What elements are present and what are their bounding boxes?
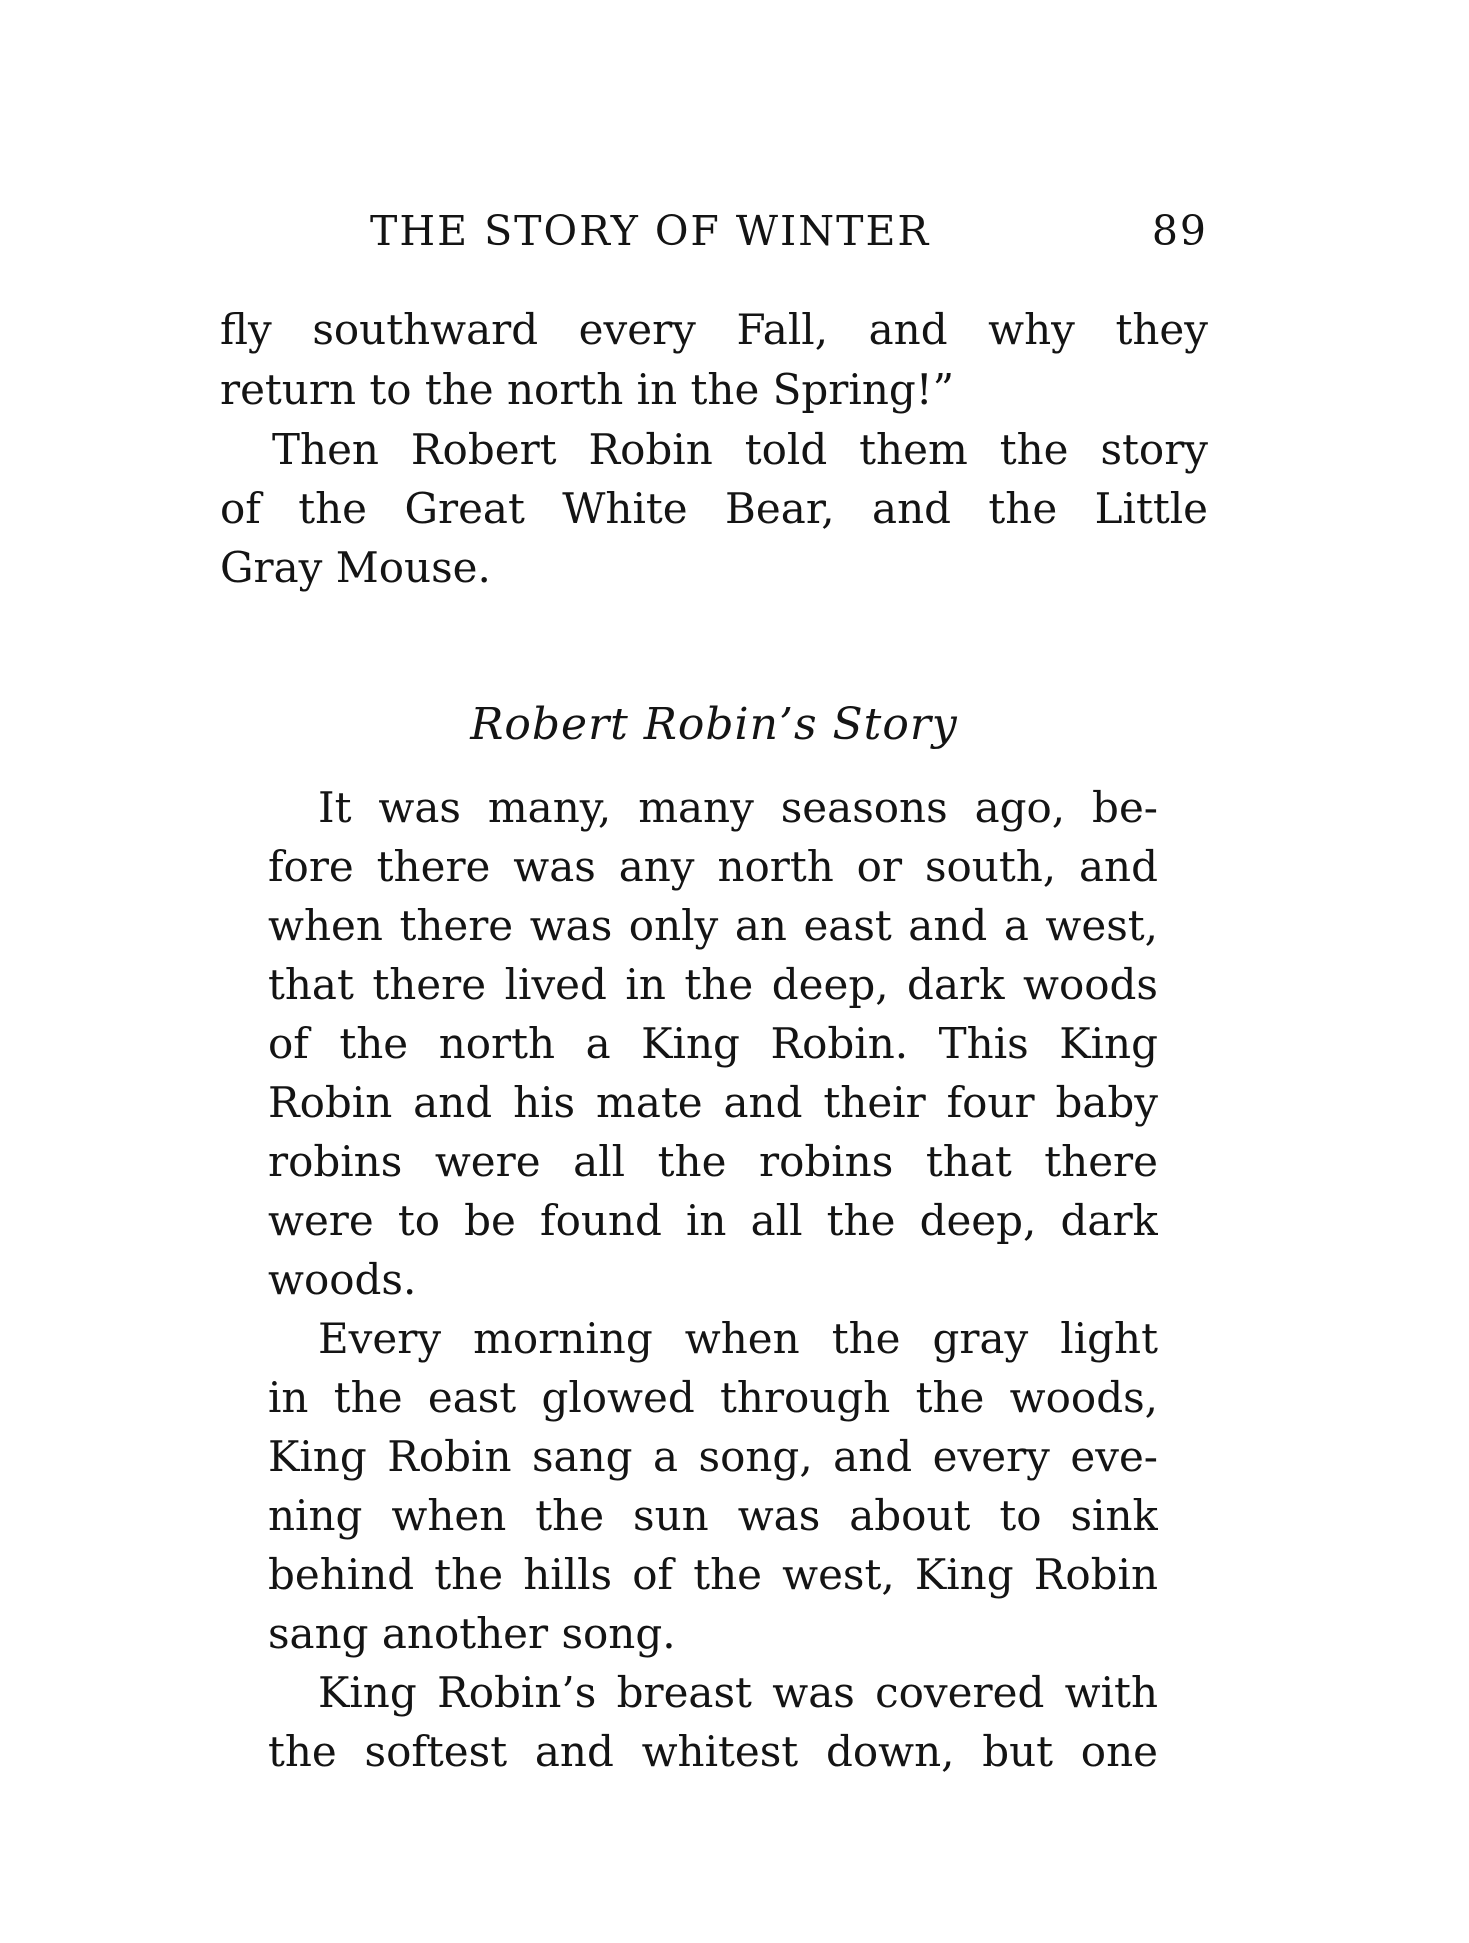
- text-line: King Robin sang a song, and every eve-: [268, 1432, 1158, 1481]
- text-line: King Robin’s breast was covered with: [318, 1668, 1158, 1717]
- text-line: Gray Mouse.: [220, 543, 491, 592]
- text-line: woods.: [268, 1255, 417, 1304]
- text-line: Every morning when the gray light: [318, 1314, 1158, 1363]
- text-line: were to be found in all the deep, dark: [268, 1196, 1158, 1245]
- text-line: It was many, many seasons ago, be-: [318, 783, 1158, 832]
- text-line: robins were all the robins that there: [268, 1137, 1158, 1186]
- text-line: ning when the sun was about to sink: [268, 1491, 1158, 1540]
- text-line: Then Robert Robin told them the story: [272, 425, 1208, 474]
- text-line: Robin and his mate and their four baby: [268, 1078, 1158, 1127]
- text-line: in the east glowed through the woods,: [268, 1373, 1158, 1422]
- text-line: the softest and whitest down, but one: [268, 1727, 1158, 1776]
- story-heading: Robert Robin’s Story: [470, 699, 958, 750]
- text-line: sang another song.: [268, 1609, 676, 1658]
- text-line: return to the north in the Spring!”: [220, 365, 955, 414]
- text-line: fly southward every Fall, and why they: [220, 305, 1208, 354]
- text-line: fore there was any north or south, and: [268, 842, 1158, 891]
- page-number: 89: [1151, 207, 1208, 255]
- text-line: that there lived in the deep, dark woods: [268, 960, 1158, 1009]
- text-line: when there was only an east and a west,: [268, 901, 1158, 950]
- text-line: of the north a King Robin. This King: [268, 1019, 1158, 1068]
- text-line: of the Great White Bear, and the Little: [220, 484, 1208, 533]
- running-head-title: THE STORY OF WINTER: [370, 207, 931, 255]
- text-line: behind the hills of the west, King Robin: [268, 1550, 1158, 1599]
